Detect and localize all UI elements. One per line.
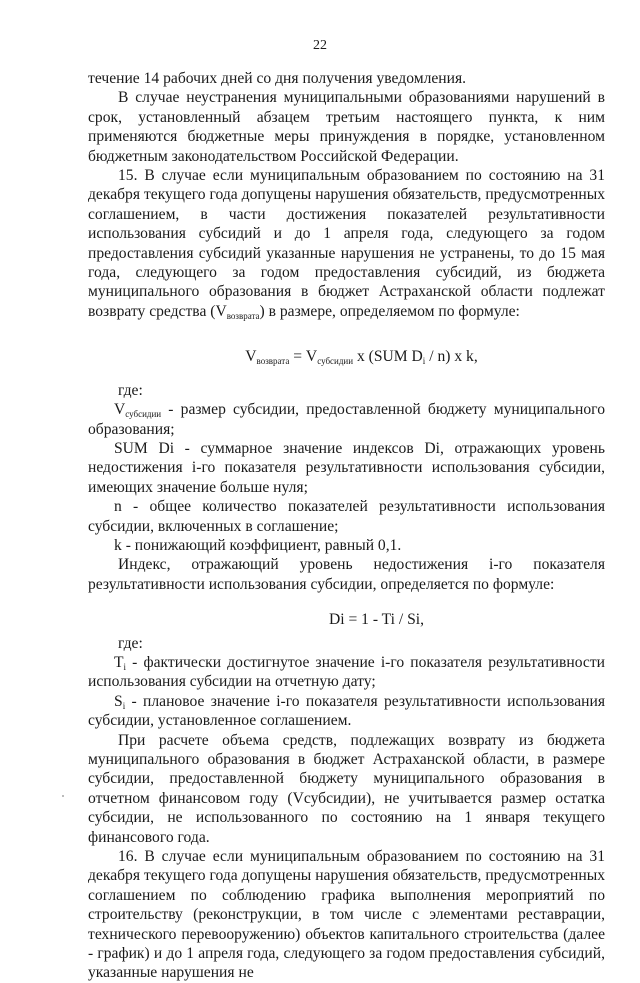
definition-n: n - общее количество показателей результативности использования субсидии, включенных в соглашение; [88, 498, 605, 535]
formula-subsidy-subscript: субсидии [317, 356, 354, 367]
definition-s: $S_i$ - плановое значение i-го показателя результативности использования субсидии, установленное соглашением. [88, 692, 605, 730]
formula-lhs-subscript: возврата [256, 356, 290, 367]
page-number: 22 [313, 38, 327, 53]
paragraph-nonelimination: В случае неустранения муниципальными образованиями нарушений в срок, установленный абзацем третьим настоящего пункта, к ним применяются бюджетные меры принуждения в порядке, установленном бюджетным законодательством Российской Федерации. [88, 89, 605, 165]
scan-speck [62, 795, 64, 797]
definition-s-text: - плановое значение i-го показателя результативности использования субсидии, установленное соглашением. [88, 692, 605, 730]
formula-di-subscript: i [422, 356, 426, 367]
definition-s-subscript: i [122, 700, 126, 711]
formula-di: Di = 1 - Ti / Si, [328, 611, 425, 629]
where-label-1: где: [118, 381, 143, 399]
where-label-2: где: [118, 634, 143, 652]
paragraph-15 [88, 166, 605, 321]
definition-v-subsidy: $V_{субсидии}$ - размер субсидии, предоставленной бюджету муниципального образования; [88, 401, 605, 438]
definition-t-text: - фактически достигнутое значение i-го показателя результативности использования субсидии на отчетную дату; [88, 653, 605, 691]
paragraph-index: Индекс, отражающий уровень недостижения i-го показателя результативности использования субсидии, определяется по формуле: [88, 556, 605, 593]
formula-tail: / n) x k, [425, 348, 478, 366]
formula-return: $V_{возврата} = V_{субсидии}$ x (SUM $D_i / n$) x k, [245, 348, 478, 367]
formula-sum-part: x (SUM D [353, 348, 423, 366]
definition-t: $T_i$ - фактически достигнутое значение i-го показателя результативности использования субсидии на отчетную дату; [88, 653, 605, 691]
definition-k: k - понижающий коэффициент, равный 0,1. [114, 536, 402, 554]
paragraph-continuation: течение 14 рабочих дней со дня получения уведомления. [88, 70, 467, 87]
definition-t-subscript: i [123, 661, 127, 672]
paragraph-15-text: 15. В случае если муниципальным образованием по состоянию на 31 декабря текущего года допущены нарушения обязательств, предусмотренных соглашением, в части достижения показателей результативности использования субсидий и до 1 апреля года, следующего за годом предоставления субсидий указанные нарушения не устранены, то до 15 мая года, следующего за годом предоставления субсидий, из бюджета муниципального образования в бюджет Астраханской области подлежат возврату средства (V [88, 167, 605, 320]
paragraph-15-tail: ) в размере, определяемом по формуле: [259, 302, 520, 320]
definition-sum-di: SUM Di - суммарное значение индексов Di, отражающих уровень недостижения i-го показателя результативности использования субсидии, имеющих значение больше нуля; [88, 439, 605, 496]
paragraph-16: 16. В случае если муниципальным образованием по состоянию на 31 декабря текущего года допущены нарушения обязательств, предусмотренных соглашением по соблюдению графика выполнения мероприятий по строительству (реконструкции, в том числе с элементами реставрации, технического перевооружению) объектов капитального строительства (далее - график) и до 1 апреля года, следующего за годом предоставления субсидий, указанные нарушения не [88, 848, 605, 982]
definition-v-subscript: субсидии [125, 409, 162, 420]
document-body [88, 69, 605, 983]
definition-v-text: - размер субсидии, предоставленной бюджету муниципального образования; [88, 401, 605, 438]
v-return-subscript: возврата [226, 310, 260, 321]
paragraph-calculation: При расчете объема средств, подлежащих возврату из бюджета муниципального образования в бюджет Астраханской области, в размере субсидии, предоставленной бюджету муниципального образования в отчетном финансовом году (Vсубсидии), не учитывается размер остатка субсидии, не использованного по состоянию на 1 января текущего финансового года. [88, 731, 605, 846]
